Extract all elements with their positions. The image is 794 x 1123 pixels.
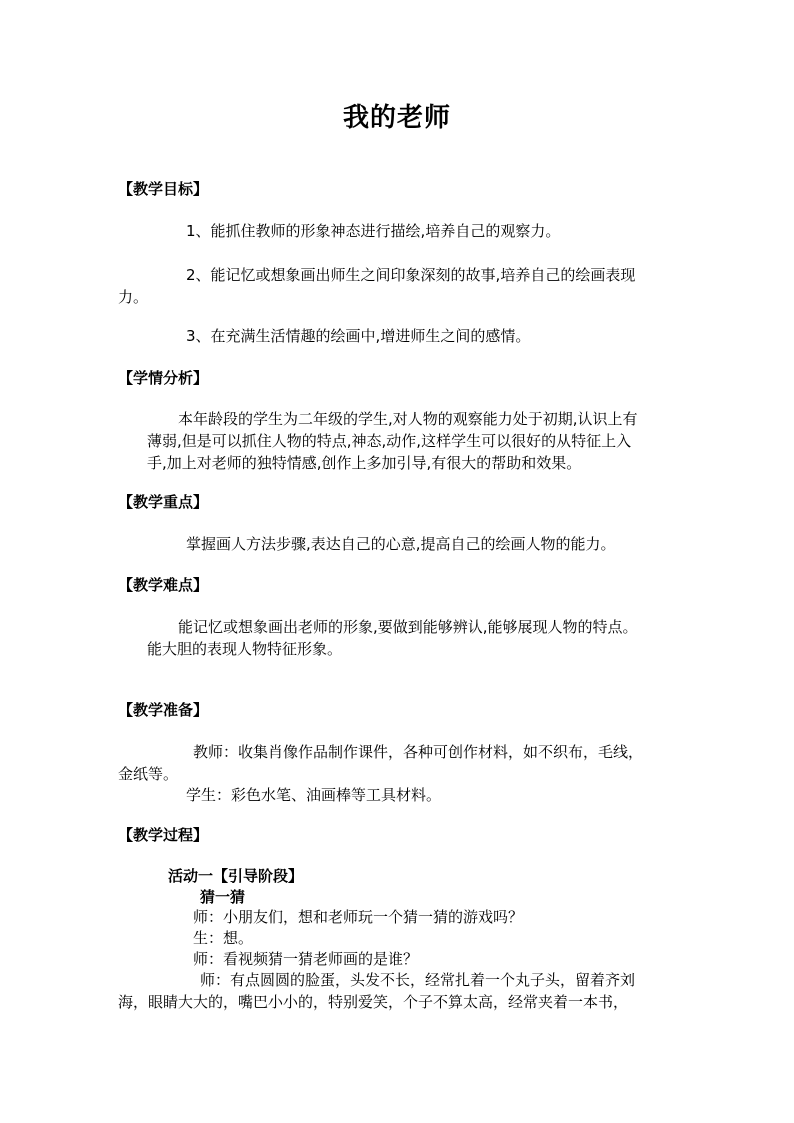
guess-game-title: 猜一猜	[200, 888, 246, 906]
preparation-student: 学生：彩色水笔、油画棒等工具材料。	[186, 786, 442, 804]
difficulties-line-2: 能大胆的表现人物特征形象。	[147, 640, 343, 658]
goal-item-3: 3、在充满生活情趣的绘画中,增进师生之间的感情。	[186, 327, 531, 345]
section-heading-difficulties: 【教学难点】	[118, 576, 209, 594]
difficulties-line-1: 能记忆或想象画出老师的形象,要做到能够辨认,能够展现人物的特点。	[178, 618, 638, 636]
process-line-1: 师：小朋友们，想和老师玩一个猜一猜的游戏吗？	[193, 908, 524, 926]
preparation-teacher-continued: 金纸等。	[118, 765, 179, 783]
analysis-line-1: 本年龄段的学生为二年级的学生,对人物的观察能力处于初期,认识上有	[178, 410, 638, 428]
section-heading-preparation: 【教学准备】	[118, 701, 209, 719]
page-title: 我的老师	[342, 103, 451, 133]
preparation-teacher: 教师：收集肖像作品制作课件，各种可创作材料，如不织布，毛线，	[193, 743, 644, 761]
process-line-2: 生：想。	[193, 929, 254, 947]
section-heading-process: 【教学过程】	[118, 826, 209, 844]
process-line-4: 师：有点圆圆的脸蛋，头发不长，经常扎着一个丸子头，留着齐刘	[200, 971, 636, 989]
key-points-line-1: 掌握画人方法步骤,表达自己的心意,提高自己的绘画人物的能力。	[186, 535, 616, 553]
section-heading-key-points: 【教学重点】	[118, 493, 209, 511]
section-heading-goals: 【教学目标】	[118, 180, 209, 198]
analysis-line-3: 手,加上对老师的独特情感,创作上多加引导,有很大的帮助和效果。	[147, 454, 582, 472]
goal-item-1: 1、能抓住教师的形象神态进行描绘,培养自己的观察力。	[186, 222, 561, 240]
goal-item-2: 2、能记忆或想象画出师生之间印象深刻的故事,培养自己的绘画表现	[186, 266, 636, 284]
section-heading-analysis: 【学情分析】	[118, 369, 209, 387]
process-line-3: 师：看视频猜一猜老师画的是谁？	[193, 950, 419, 968]
process-line-5: 海，眼睛大大的，嘴巴小小的，特别爱笑，个子不算太高，经常夹着一本书，	[118, 993, 629, 1011]
goal-item-2-continued: 力。	[118, 288, 149, 306]
analysis-line-2: 薄弱,但是可以抓住人物的特点,神态,动作,这样学生可以很好的从特征上入	[147, 432, 632, 450]
activity-one-title: 活动一【引导阶段】	[168, 867, 304, 885]
